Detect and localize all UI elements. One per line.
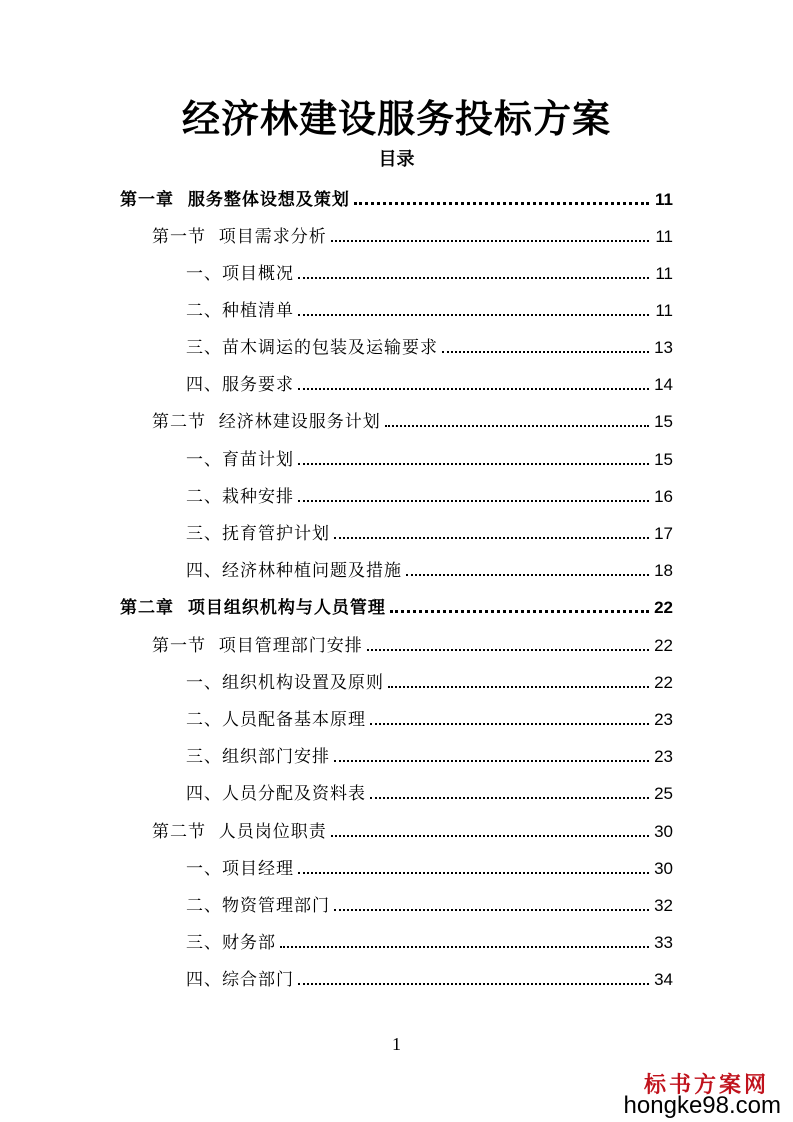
toc-entry-text: 第二节 经济林建设服务计划 — [152, 412, 381, 432]
toc-entry-page: 15 — [654, 412, 673, 431]
toc-entry[interactable] — [186, 483, 673, 507]
dot-leader — [334, 909, 649, 911]
toc-entry-text: 三、组织部门安排 — [186, 747, 330, 767]
toc-entry[interactable] — [186, 334, 673, 358]
toc-entry[interactable] — [152, 408, 673, 432]
dot-leader — [298, 463, 649, 465]
toc-entry[interactable] — [152, 223, 673, 247]
toc-entry[interactable] — [186, 260, 673, 284]
dot-leader — [280, 946, 649, 948]
toc-entry-page: 33 — [654, 933, 673, 952]
dot-leader — [385, 425, 649, 427]
dot-leader — [370, 723, 649, 725]
toc-entry-page: 11 — [655, 227, 673, 246]
dot-leader — [388, 686, 649, 688]
watermark-url: hongke98.com — [623, 1092, 781, 1119]
toc-entry-text: 二、物资管理部门 — [186, 896, 330, 916]
toc-entry-text: 三、抚育管护计划 — [186, 524, 330, 544]
dot-leader — [298, 983, 649, 985]
toc-entry-page: 13 — [654, 338, 673, 357]
toc-entry[interactable] — [120, 186, 673, 210]
page-number: 1 — [392, 1034, 401, 1054]
document-title: 经济林建设服务投标方案 — [181, 97, 611, 141]
dot-leader — [331, 835, 649, 837]
dot-leader — [331, 240, 649, 242]
toc-entry[interactable] — [186, 780, 673, 804]
toc-entry-text: 四、综合部门 — [186, 970, 294, 990]
dot-leader — [367, 649, 649, 651]
toc-entry-page: 11 — [655, 190, 673, 209]
dot-leader — [334, 760, 649, 762]
toc-entry-text: 四、经济林种植问题及措施 — [186, 561, 402, 581]
toc-entry-page: 11 — [655, 301, 673, 320]
toc-heading: 目录 — [378, 149, 415, 170]
toc-entry-page: 16 — [654, 487, 673, 506]
toc-entry-page: 34 — [654, 970, 673, 989]
toc-entry-page: 11 — [655, 264, 673, 283]
dot-leader — [334, 537, 649, 539]
dot-leader — [406, 574, 649, 576]
toc-entry-page: 22 — [654, 636, 673, 655]
toc-entry-text: 二、栽种安排 — [186, 487, 294, 507]
toc-entry-text: 四、服务要求 — [186, 375, 294, 395]
toc-entry[interactable] — [186, 557, 673, 581]
toc-entry[interactable] — [186, 669, 673, 693]
watermark-site-name: 标书方案网 — [643, 1072, 769, 1098]
toc-entry[interactable] — [186, 706, 673, 730]
dot-leader — [370, 797, 649, 799]
toc-entry[interactable] — [120, 594, 673, 618]
toc-entry[interactable] — [186, 855, 673, 879]
dot-leader — [298, 314, 649, 316]
dot-leader — [298, 500, 649, 502]
toc-entry[interactable] — [186, 520, 673, 544]
dot-leader — [390, 610, 649, 613]
toc-entry-page: 14 — [654, 375, 673, 394]
toc-entry-text: 第一节 项目管理部门安排 — [152, 636, 363, 656]
toc-entry-text: 一、组织机构设置及原则 — [186, 673, 384, 693]
dot-leader — [442, 351, 649, 353]
toc-entry-text: 一、项目经理 — [186, 859, 294, 879]
toc-entry-page: 23 — [654, 710, 673, 729]
toc-entry-text: 二、种植清单 — [186, 301, 294, 321]
toc-entry-text: 第二章 项目组织机构与人员管理 — [120, 598, 386, 618]
toc-entry-page: 30 — [654, 822, 673, 841]
dot-leader — [298, 388, 649, 390]
toc-entry-text: 三、财务部 — [186, 933, 276, 953]
toc-entry-page: 15 — [654, 450, 673, 469]
toc-entry[interactable] — [186, 892, 673, 916]
toc-entry[interactable] — [186, 297, 673, 321]
toc-entry[interactable] — [186, 929, 673, 953]
toc-entry-page: 22 — [654, 598, 673, 617]
toc-entry-text: 四、人员分配及资料表 — [186, 784, 366, 804]
toc-entry-page: 17 — [654, 524, 673, 543]
toc-entry[interactable] — [186, 743, 673, 767]
toc-entry-page: 23 — [654, 747, 673, 766]
dot-leader — [298, 872, 649, 874]
toc-entry[interactable] — [186, 966, 673, 990]
toc-entry-text: 第一节 项目需求分析 — [152, 227, 327, 247]
toc-entry[interactable] — [186, 371, 673, 395]
toc-entry[interactable] — [152, 632, 673, 656]
dot-leader — [354, 202, 649, 205]
toc-entry-text: 第二节 人员岗位职责 — [152, 822, 327, 842]
toc-entry-page: 25 — [654, 784, 673, 803]
toc-entry-page: 18 — [654, 561, 673, 580]
toc-entry[interactable] — [186, 446, 673, 470]
toc-entry-page: 22 — [654, 673, 673, 692]
toc-entry-text: 一、育苗计划 — [186, 450, 294, 470]
toc-entry-text: 一、项目概况 — [186, 264, 294, 284]
toc-entry-page: 30 — [654, 859, 673, 878]
toc-entry-text: 三、苗木调运的包装及运输要求 — [186, 338, 438, 358]
toc-entry-text: 二、人员配备基本原理 — [186, 710, 366, 730]
dot-leader — [298, 277, 649, 279]
toc-entry-page: 32 — [654, 896, 673, 915]
toc-entry-text: 第一章 服务整体设想及策划 — [120, 190, 350, 210]
toc-entry[interactable] — [152, 818, 673, 842]
